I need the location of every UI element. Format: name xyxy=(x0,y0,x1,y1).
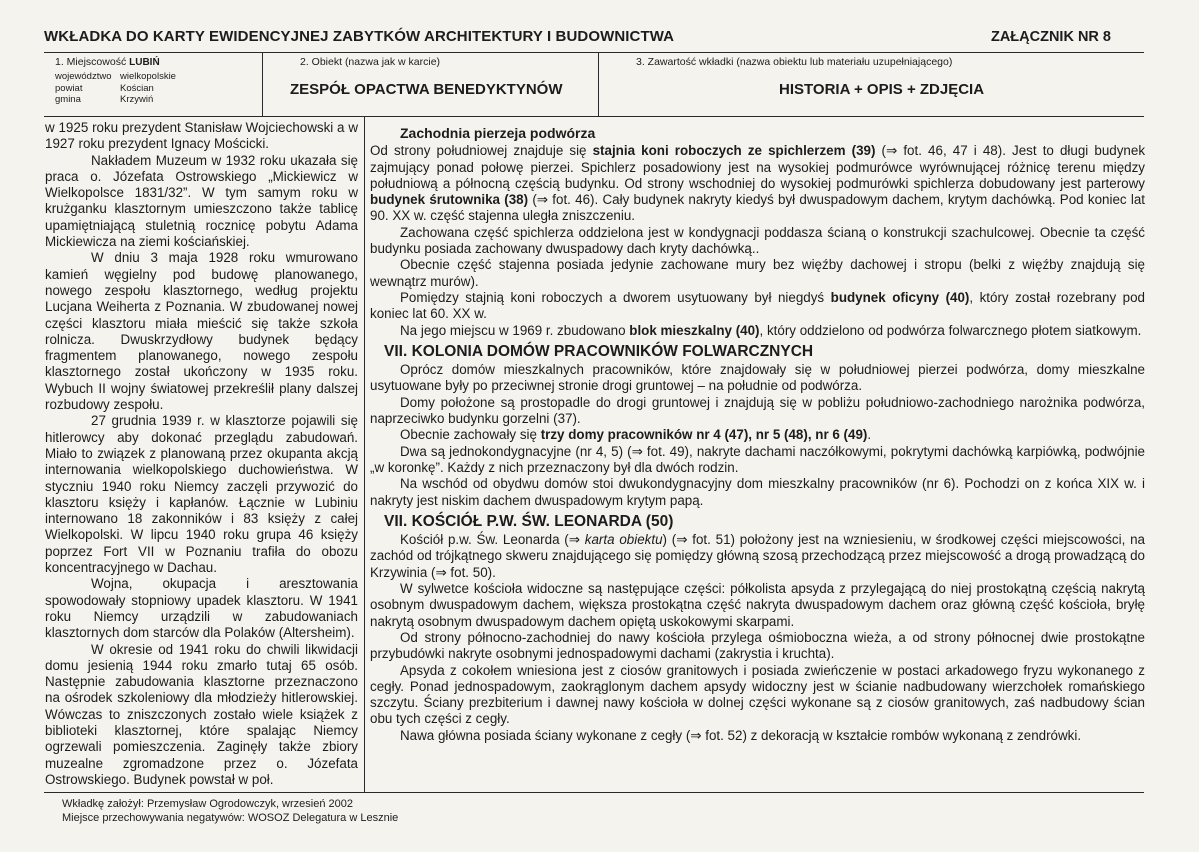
header-divider-2 xyxy=(598,52,599,116)
box1-label: 1. Miejscowość LUBIŃ xyxy=(55,56,160,68)
paragraph: w 1925 roku prezydent Stanisław Wojciechowski a w 1927 roku prezydent Ignacy Mościcki. xyxy=(45,120,358,152)
paragraph: 27 grudnia 1939 r. w klasztorze pojawili się hitlerowcy aby dokonać przeglądu zabudowań. Miało to związek z planowaną przez okupanta akcją internowania wielkopolskiego duchowieństwa. W styczniu 1940 roku Niemcy zaczęli przywozić do klasztoru księży i kapłanów. Łącznie w Lubiniu internowano 18 zakonników i 83 księży z całej Wielkopolski. W lipcu 1940 roku grupa 46 księży poprzez Fort VII w Poznaniu trafiła do obozu koncentracyjnego w Dachau. xyxy=(45,413,358,576)
paragraph: Oprócz domów mieszkalnych pracowników, które znajdowały się w południowej pierzei podwórza, domy mieszkalne usytuowane były po przeciwnej stronie drogi gruntowej – na południe od podwórza. xyxy=(370,362,1145,394)
paragraph: Domy położone są prostopadle do drogi gruntowej i znajdują się w pobliżu południowo-zachodniego narożnika podwórza, naprzeciwko budynku gorzelni (37). xyxy=(370,394,1145,427)
paragraph: W dniu 3 maja 1928 roku wmurowano kamień węgielny pod budowę planowanego, nowego zespołu klasztornego, według projektu Lucjana Weiherta z Poznania. W zbudowanej nowej części klasztoru miała mieścić się także szkoła rolnicza. Dwuskrzydłowy budynek będący fragmentem planowanego, nowego zespołu klasztornego został ukończony w 1935 roku. Wybuch II wojny światowej przekreślił plany dalszej rozbudowy zespołu. xyxy=(45,250,358,413)
section-heading-workers-colony: VII. KOLONIA DOMÓW PRACOWNIKÓW FOLWARCZNYCH xyxy=(384,342,814,360)
insert-contents: HISTORIA + OPIS + ZDJĘCIA xyxy=(779,81,985,98)
paragraph: Na wschód od obydwu domów stoi dwukondygnacyjny dom mieszkalny pracowników (nr 6). Pochodzi on z końca XIX w. i nakryty jest niskim dachem dwuspadowym krytym papą. xyxy=(370,476,1145,508)
paragraph: Dwa są jednokondygnacyjne (nr 4, 5) (⇒ fot. 49), nakryte dachami naczółkowymi, pokrytymi dachówką karpiówką, podwójnie „w koronkę”. Każdy z nich przeznaczony był dla dwóch rodzin. xyxy=(370,443,1145,475)
paragraph: Kościół p.w. Św. Leonarda (⇒ karta obiektu) (⇒ fot. 51) położony jest na wzniesieniu, w środkowej części miejscowości, na zachód od trójkątnego skweru znajdującego się pomiędzy główną szosą przechodzącą przez miejscowość a drogą prowadzącą do Krzywinia (⇒ fot. 50). xyxy=(370,532,1145,580)
header-rule-top xyxy=(44,52,1144,53)
footer xyxy=(62,797,398,825)
box3-label: 3. Zawartość wkładki (nazwa obiektu lub materiału uzupełniającego) xyxy=(636,56,953,68)
history-column xyxy=(45,120,358,788)
footer-author: Wkładkę założył: Przemysław Ogrodowczyk, wrzesień 2002 xyxy=(62,798,353,810)
paragraph: Nakładem Muzeum w 1932 roku ukazała się praca o. Józefata Ostrowskiego „Mickiewicz w Wielkopolsce 1831/32”. W tym samym roku w krużganku klasztornym umieszczono także tablicę upamiętniającą stuletnią rocznicę pobytu Adama Mickiewicza na ziemi kościańskiej. xyxy=(45,152,358,250)
footer-rule xyxy=(44,792,1144,793)
paragraph: W sylwetce kościoła widoczne są następujące części: półkolista apsyda z przylegającą do niej prostokątną częścią nakrytą osobnym dwuspadowym dachem, większa prostokątna część nakryta dwuspadowym dachem oraz główną część kościoła, bryłę nakrytą osobnym dwuspadowym dachem opiętą uskokowymi skarpami. xyxy=(370,581,1145,629)
section-heading-west-frontage: Zachodnia pierzeja podwórza xyxy=(400,125,596,141)
place-name: LUBIŃ xyxy=(129,57,160,68)
location-row: gmina Krzywiń xyxy=(55,94,154,105)
column-divider xyxy=(364,116,365,792)
paragraph: Apsyda z cokołem wniesiona jest z ciosów granitowych i posiada zwieńczenie w postaci arkadowego fryzu wykonanego z cegły. Ponad jednospadowym, zaokrąglonym dachem apsydy widoczny jest w ścianie nadbudowany wierzchołek romańskiego szczytu. Ściany prezbiterium i dawnej nawy kościoła w dolnej części wykonane są z ciosów granitowych, zaś nadbudowy ścian obu tych części z cegły. xyxy=(370,662,1145,727)
location-details xyxy=(55,71,176,106)
section-heading-church: VII. KOŚCIÓŁ P.W. ŚW. LEONARDA (50) xyxy=(384,512,674,530)
paragraph: Od strony południowej znajduje się stajnia koni roboczych ze spichlerzem (39) (⇒ fot. 46, 47 i 48). Jest to długi budynek zajmujący ponad połowę pierzei. Spichlerz posadowiony jest na wysokiej podmurówce wyrównującej różnicę terenu między południową a północną częścią budynku. Od strony wschodniej do wysokiej podmurówki spichlerza dobudowany jest parterowy budynek śrutownika (38) (⇒ fot. 46). Cały budynek nakryty kiedyś był dwuspadowym dachem, krytym dachówką. Pod koniec lat 90. XX w. część stajenna uległa zniszczeniu. xyxy=(370,143,1146,224)
paragraph: Pomiędzy stajnią koni roboczych a dworem usytuowany był niegdyś budynek oficyny (40), który został rozebrany pod koniec lat 60. XX w. xyxy=(370,289,1145,322)
box2-label: 2. Obiekt (nazwa jak w karcie) xyxy=(300,56,441,68)
location-row: powiat Kościan xyxy=(55,82,154,94)
paragraph: Na jego miejscu w 1969 r. zbudowano blok mieszkalny (40), który oddzielono od podwórza folwarcznego płotem siatkowym. xyxy=(400,322,1142,338)
document-title: WKŁADKA DO KARTY EWIDENCYJNEJ ZABYTKÓW ARCHITEKTURY I BUDOWNICTWA xyxy=(44,28,675,45)
paragraph: Nawa główna posiada ściany wykonane z cegły (⇒ fot. 52) z dekoracją w kształcie rombów wykonaną z zendrówki. xyxy=(400,727,1082,743)
paragraph: Wojna, okupacja i aresztowania spowodowały stopniowy upadek klasztoru. W 1941 roku Niemcy urządzili w zabudowaniach klasztornych dom starców dla Polaków (Altersheim). xyxy=(45,576,358,641)
footer-negatives: Miejsce przechowywania negatywów: WOSOZ Delegatura w Lesznie xyxy=(62,812,399,824)
object-name: ZESPÓŁ OPACTWA BENEDYKTYNÓW xyxy=(290,81,563,98)
description-column xyxy=(370,125,1145,744)
header-rule-bottom xyxy=(44,116,1144,117)
location-row: województwo wielkopolskie xyxy=(55,71,176,82)
header-divider-1 xyxy=(262,52,263,116)
paragraph: Zachowana część spichlerza oddzielona jest w kondygnacji poddasza ścianą o konstrukcji szachulcowej. Obecnie ta część budynku posiada zachowany dwuspadowy dach kryty dachówką.. xyxy=(370,224,1145,257)
paragraph: W okresie od 1941 roku do chwili likwidacji domu jesienią 1944 roku zmarło tutaj 65 osób. Następnie zabudowania klasztorne przeznaczono na ośrodek szkoleniowy dla młodzieży hitlerowskiej. Wówczas to zniszczonych zostało wiele książek z biblioteki klasztornej, które spalając Niemcy ogrzewali pomieszczenia. Zaginęły także zbiory muzealne zgromadzone przez o. Józefata Ostrowskiego. Budynek powstał w poł. xyxy=(45,641,358,787)
annex-number: ZAŁĄCZNIK NR 8 xyxy=(990,29,1111,45)
paragraph: Od strony północno-zachodniej do nawy kościoła przylega ośmioboczna wieża, a od strony północnej dwie prostokątne przybudówki nakryte osobnymi jednospadowymi dachami (zakrystia i kruchta). xyxy=(370,629,1145,662)
paragraph: Obecnie zachowały się trzy domy pracowników nr 4 (47), nr 5 (48), nr 6 (49). xyxy=(400,427,872,443)
paragraph: Obecnie część stajenna posiada jedynie zachowane mury bez więźby dachowej i stropu (belki z więźby znajdują się wewnątrz murów). xyxy=(370,257,1145,289)
